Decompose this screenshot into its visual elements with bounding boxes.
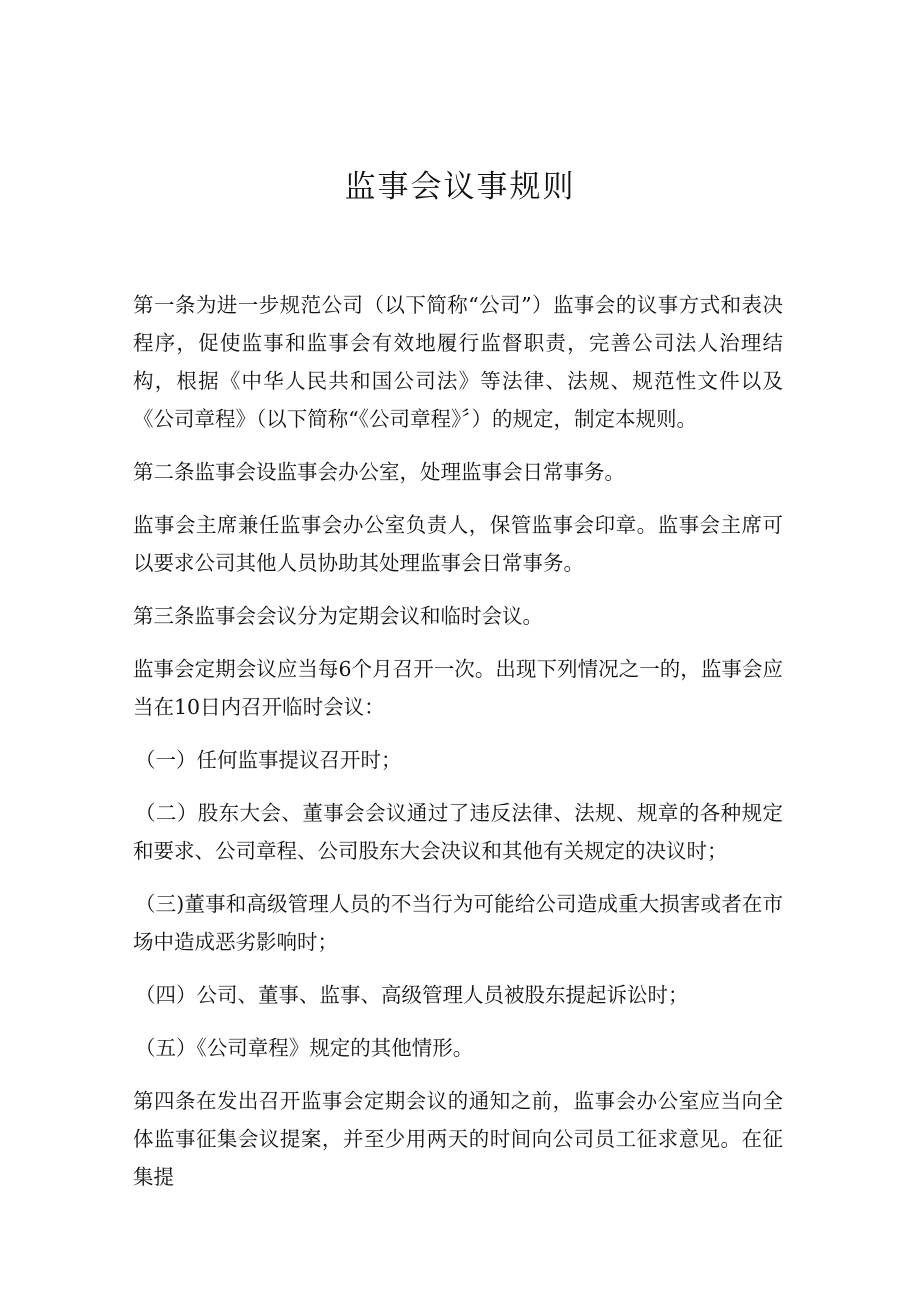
paragraph-chairman-duties: 监事会主席兼任监事会办公室负责人，保管监事会印章。监事会主席可以要求公司其他人员协助其处理监事会日常事务。 <box>133 513 783 575</box>
list-item-2: （二）股东大会、董事会会议通过了违反法律、法规、规章的各种规定和要求、公司章程、公司股东大会决议和其他有关规定的决议时； <box>133 801 783 863</box>
document-title: 监事会议事规则 <box>344 169 576 205</box>
list-item-1: （一）任何监事提议召开时； <box>135 748 402 772</box>
paragraph-article-4: 第四条在发出召开监事会定期会议的通知之前，监事会办公室应当向全体监事征集会议提案，并至少用两天的时间向公司员工征求意见。在征集提 <box>133 1089 783 1189</box>
document-body <box>133 286 783 1211</box>
list-item-5: （五）《公司章程》规定的其他情形。 <box>135 1036 474 1060</box>
list-item-4: （四）公司、董事、监事、高级管理人员被股东提起诉讼时； <box>135 983 689 1007</box>
paragraph-article-3: 第三条监事会会议分为定期会议和临时会议。 <box>133 604 543 628</box>
paragraph-meeting-schedule: 监事会定期会议应当每6个月召开一次。出现下列情况之一的，监事会应当在10日内召开临时会议： <box>133 657 783 719</box>
paragraph-article-1: 第一条为进一步规范公司（以下简称“公司”）监事会的议事方式和表决程序，促使监事和监事会有效地履行监督职责，完善公司法人治理结构，根据《中华人民共和国公司法》等法律、法规、规范性文件以及《公司章程》（以下简称“《公司章程》〞）的规定，制定本规则。 <box>133 293 783 431</box>
paragraph-article-2: 第二条监事会设监事会办公室，处理监事会日常事务。 <box>133 460 625 484</box>
list-item-3: （三)董事和高级管理人员的不当行为可能给公司造成重大损害或者在市场中造成恶劣影响时； <box>133 892 783 954</box>
